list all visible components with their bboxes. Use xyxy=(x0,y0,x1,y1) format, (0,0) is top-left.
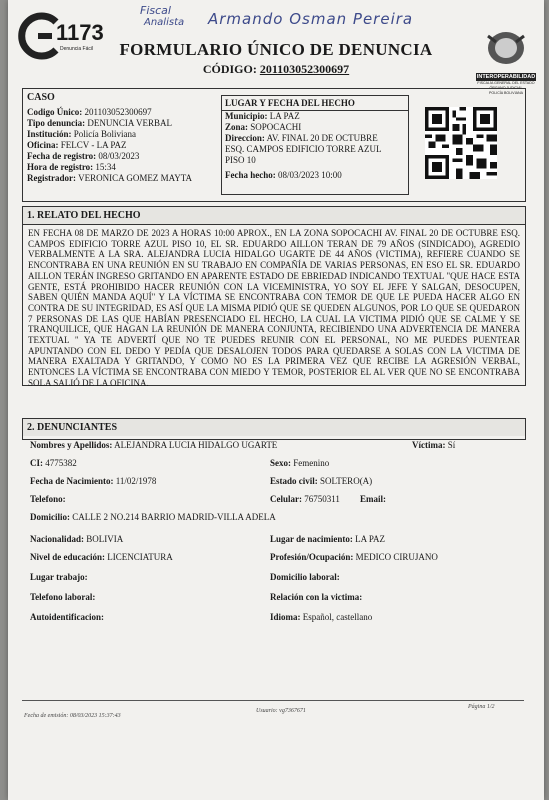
oficina-label: Oficina: xyxy=(27,140,59,150)
relacion-label: Relación con la victima: xyxy=(270,592,363,602)
caso-heading: CASO xyxy=(27,92,55,103)
institucion-label: Institución: xyxy=(27,129,72,139)
nacimiento-label: Fecha de Nacimiento: xyxy=(30,476,114,486)
interop-label: INTEROPERABILIDAD xyxy=(476,74,536,80)
interop-line1: FISCALÍA GENERAL DEL ESTADO xyxy=(477,81,535,85)
lugar-section xyxy=(221,95,409,195)
direccion-line2: ESQ. CAMPOS EDIFICIO TORRE AZUL xyxy=(225,144,382,154)
sexo-value: Femenino xyxy=(293,458,330,468)
sexo-label: Sexo: xyxy=(270,458,291,468)
handwritten-analista: Analista xyxy=(144,17,185,28)
relato-text: EN FECHA 08 DE MARZO DE 2023 A HORAS 10:00 APROX., EN LA ZONA SOPOCACHI AV. FINAL 20 DE OCTUBRE ESQ. CAMPOS EDIFICIO TORRE AZUL PISO 10, EL SR. EDUARDO AILLON TERAN DE 79 AÑOS (SINDICADO), AGREDIO VERBALMENTE A LA SRA. ALEJANDRA LUCIA HIDALGO UGARTE DE 44 AÑOS (VICTIMA), REFIERE CUANDO SE ENCONTRABA EN UNA REUNIÓN EN SU TRABAJO EN COMPAÑÍA DE VARIAS PERSONAS, EN ESO EL SR. EDUARDO AILLON TERÁN INGRESO GRITANDO EN APARENTE ESTADO DE EBRIEDAD INDICANDO TEXTUAL "QUE HACE ESTA GENTE, ESTÁ PROHIBIDO HACER REUNIÓN CON LA VICEMINISTRA, YO SOY EL JEFE Y SALGAN, DESOCUPEN, SABEN QUIÉN MANDA AQUÍ" Y LA VÍCTIMA SE ENCONTRABA CON TEMOR DE QUE LE PUEDA HACER ALGO EN CONTRA DE SU INTEGRIDAD, ES ASÍ QUE LA MISMA PIDIÓ QUE SE QUEDEN ALGUNOS, POR LO QUE SE QUEDARON 7 PERSONAS DE LAS QUE HABÍAN PRESENCIADO EL HECHO, LA CUAL LA VICTIMA PIDIÓ QUE SE CALME Y SE TRANQUILICE, QUE HAGAN LA REUNIÓN DE MANERA CONJUNTA, RECIBIENDO UNA ADVERTENCIA DE MANERA TEXTUAL " YA TE ADVERTÍ QUE NO TE PUEDES REUNIR CON EL PERSONAL, NO ME PUEDES PUENTEAR APUNTANDO CON EL DEDO Y PEDÍA QUE DESALOJEN TODOS PARA QUEDARSE A SOLAS CON LA VICTIMA DE MANERA EXALTADA Y GRITANDO, Y COMO NO ES LA PRIMERA VEZ QUE RECIBE LA AGRESIÓN VERBAL, ENTONCES LA VÍCTIMA SE ENCONTRABA CON MIEDO Y TEMOR, POSTERIOR EL AL VER QUE NO SE ENCONTRABA SOLA SALIÓ DE LA OFICINA. xyxy=(28,228,520,388)
form-sheet xyxy=(8,0,544,800)
educacion-value: LICENCIATURA xyxy=(107,552,173,562)
oficina-value: FELCV - LA PAZ xyxy=(60,140,127,150)
ci-value: 4775382 xyxy=(45,458,77,468)
fecha-registro-value: 08/03/2023 xyxy=(98,151,140,161)
estado-civil-value: SOLTERO(A) xyxy=(320,476,373,486)
code-value: 201103052300697 xyxy=(259,62,350,76)
logo-number: 1173 xyxy=(56,20,104,45)
email-label: Email: xyxy=(360,494,386,504)
direccion-label: Direccion: xyxy=(225,133,265,143)
lugar-nacimiento-label: Lugar de nacimiento: xyxy=(270,534,353,544)
footer-emision: Fecha de emisión: 08/03/2023 15:37:43 xyxy=(24,713,121,719)
idioma-label: Idioma: xyxy=(270,612,301,622)
municipio-value: LA PAZ xyxy=(269,111,300,121)
footer-pagina: Página 1/2 xyxy=(468,704,495,710)
nacionalidad-value: BOLIVIA xyxy=(86,534,124,544)
fecha-hecho-label: Fecha hecho: xyxy=(225,170,276,180)
codigo-label: Codigo Único: xyxy=(27,107,83,117)
telefono-label: Telefono: xyxy=(30,494,66,504)
autoidentificacion-label: Autoidentificacion: xyxy=(30,612,104,622)
denunciantes-heading: 2. DENUNCIANTES xyxy=(23,419,525,436)
page-title: FORMULARIO ÚNICO DE DENUNCIA xyxy=(119,40,433,59)
educacion-label: Nivel de educación: xyxy=(30,552,105,562)
idioma-value: Español, castellano xyxy=(302,612,373,622)
institucion-value: Policía Boliviana xyxy=(73,129,137,139)
logo-subtitle: Denuncia Fácil xyxy=(60,46,94,52)
municipio-label: Municipio: xyxy=(225,111,268,121)
registrador-value: VERONICA GOMEZ MAYTA xyxy=(78,173,193,183)
estado-civil-label: Estado civil: xyxy=(270,476,318,486)
hora-registro-label: Hora de registro: xyxy=(27,162,94,172)
zona-value: SOPOCACHI xyxy=(250,122,302,132)
victima-value: Sí xyxy=(447,440,456,450)
fecha-hecho-value: 08/03/2023 10:00 xyxy=(278,170,342,180)
nacimiento-value: 11/02/1978 xyxy=(115,476,157,486)
domicilio-laboral-label: Domicilio laboral: xyxy=(270,572,340,582)
lugar-nacimiento-value: LA PAZ xyxy=(355,534,386,544)
codigo-value: 201103052300697 xyxy=(84,107,152,117)
handwritten-fiscal: Fiscal xyxy=(140,4,171,17)
zona-label: Zona: xyxy=(225,122,249,132)
nacionalidad-label: Nacionalidad: xyxy=(30,534,85,544)
domicilio-label: Domicilio: xyxy=(30,512,70,522)
interop-line2: ÓRGANO JUDICIAL xyxy=(489,86,523,90)
caso-section xyxy=(22,88,526,202)
profesion-label: Profesión/Ocupación: xyxy=(270,552,354,562)
code-label: CÓDIGO: xyxy=(202,62,257,76)
footer-usuario: Usuario: vg7367671 xyxy=(256,708,306,714)
nombres-label: Nombres y Apellidos: xyxy=(30,440,113,450)
direccion-line1: AV. FINAL 20 DE OCTUBRE xyxy=(266,133,378,143)
qr-code-icon xyxy=(425,107,497,179)
celular-value: 76750311 xyxy=(304,494,340,504)
tipo-value: DENUNCIA VERBAL xyxy=(87,118,172,128)
fecha-registro-label: Fecha de registro: xyxy=(27,151,97,161)
registrador-label: Registrador: xyxy=(27,173,76,183)
footer-divider xyxy=(22,700,524,701)
domicilio-value: CALLE 2 NO.214 BARRIO MADRID-VILLA ADELA xyxy=(72,512,276,522)
lugar-heading: LUGAR Y FECHA DEL HECHO xyxy=(222,96,408,111)
relato-section xyxy=(22,206,526,386)
ci-label: CI: xyxy=(30,458,43,468)
handwritten-name: Armando Osman Pereira xyxy=(208,10,414,28)
interop-line3: POLICÍA BOLIVIANA xyxy=(489,91,523,95)
celular-label: Celular: xyxy=(270,494,302,504)
denunciantes-header-box xyxy=(22,418,526,440)
nombres-value: ALEJANDRA LUCIA HIDALGO UGARTE xyxy=(114,440,278,450)
direccion-line3: PISO 10 xyxy=(225,155,256,165)
lugar-trabajo-label: Lugar trabajo: xyxy=(30,572,88,582)
document-code xyxy=(8,62,544,77)
telefono-laboral-label: Telefono laboral: xyxy=(30,592,96,602)
victima-label: Víctima: xyxy=(412,440,446,450)
relato-heading: 1. RELATO DEL HECHO xyxy=(23,207,525,225)
hora-registro-value: 15:34 xyxy=(95,162,116,172)
profesion-value: MEDICO CIRUJANO xyxy=(355,552,438,562)
tipo-label: Tipo denuncia: xyxy=(27,118,86,128)
